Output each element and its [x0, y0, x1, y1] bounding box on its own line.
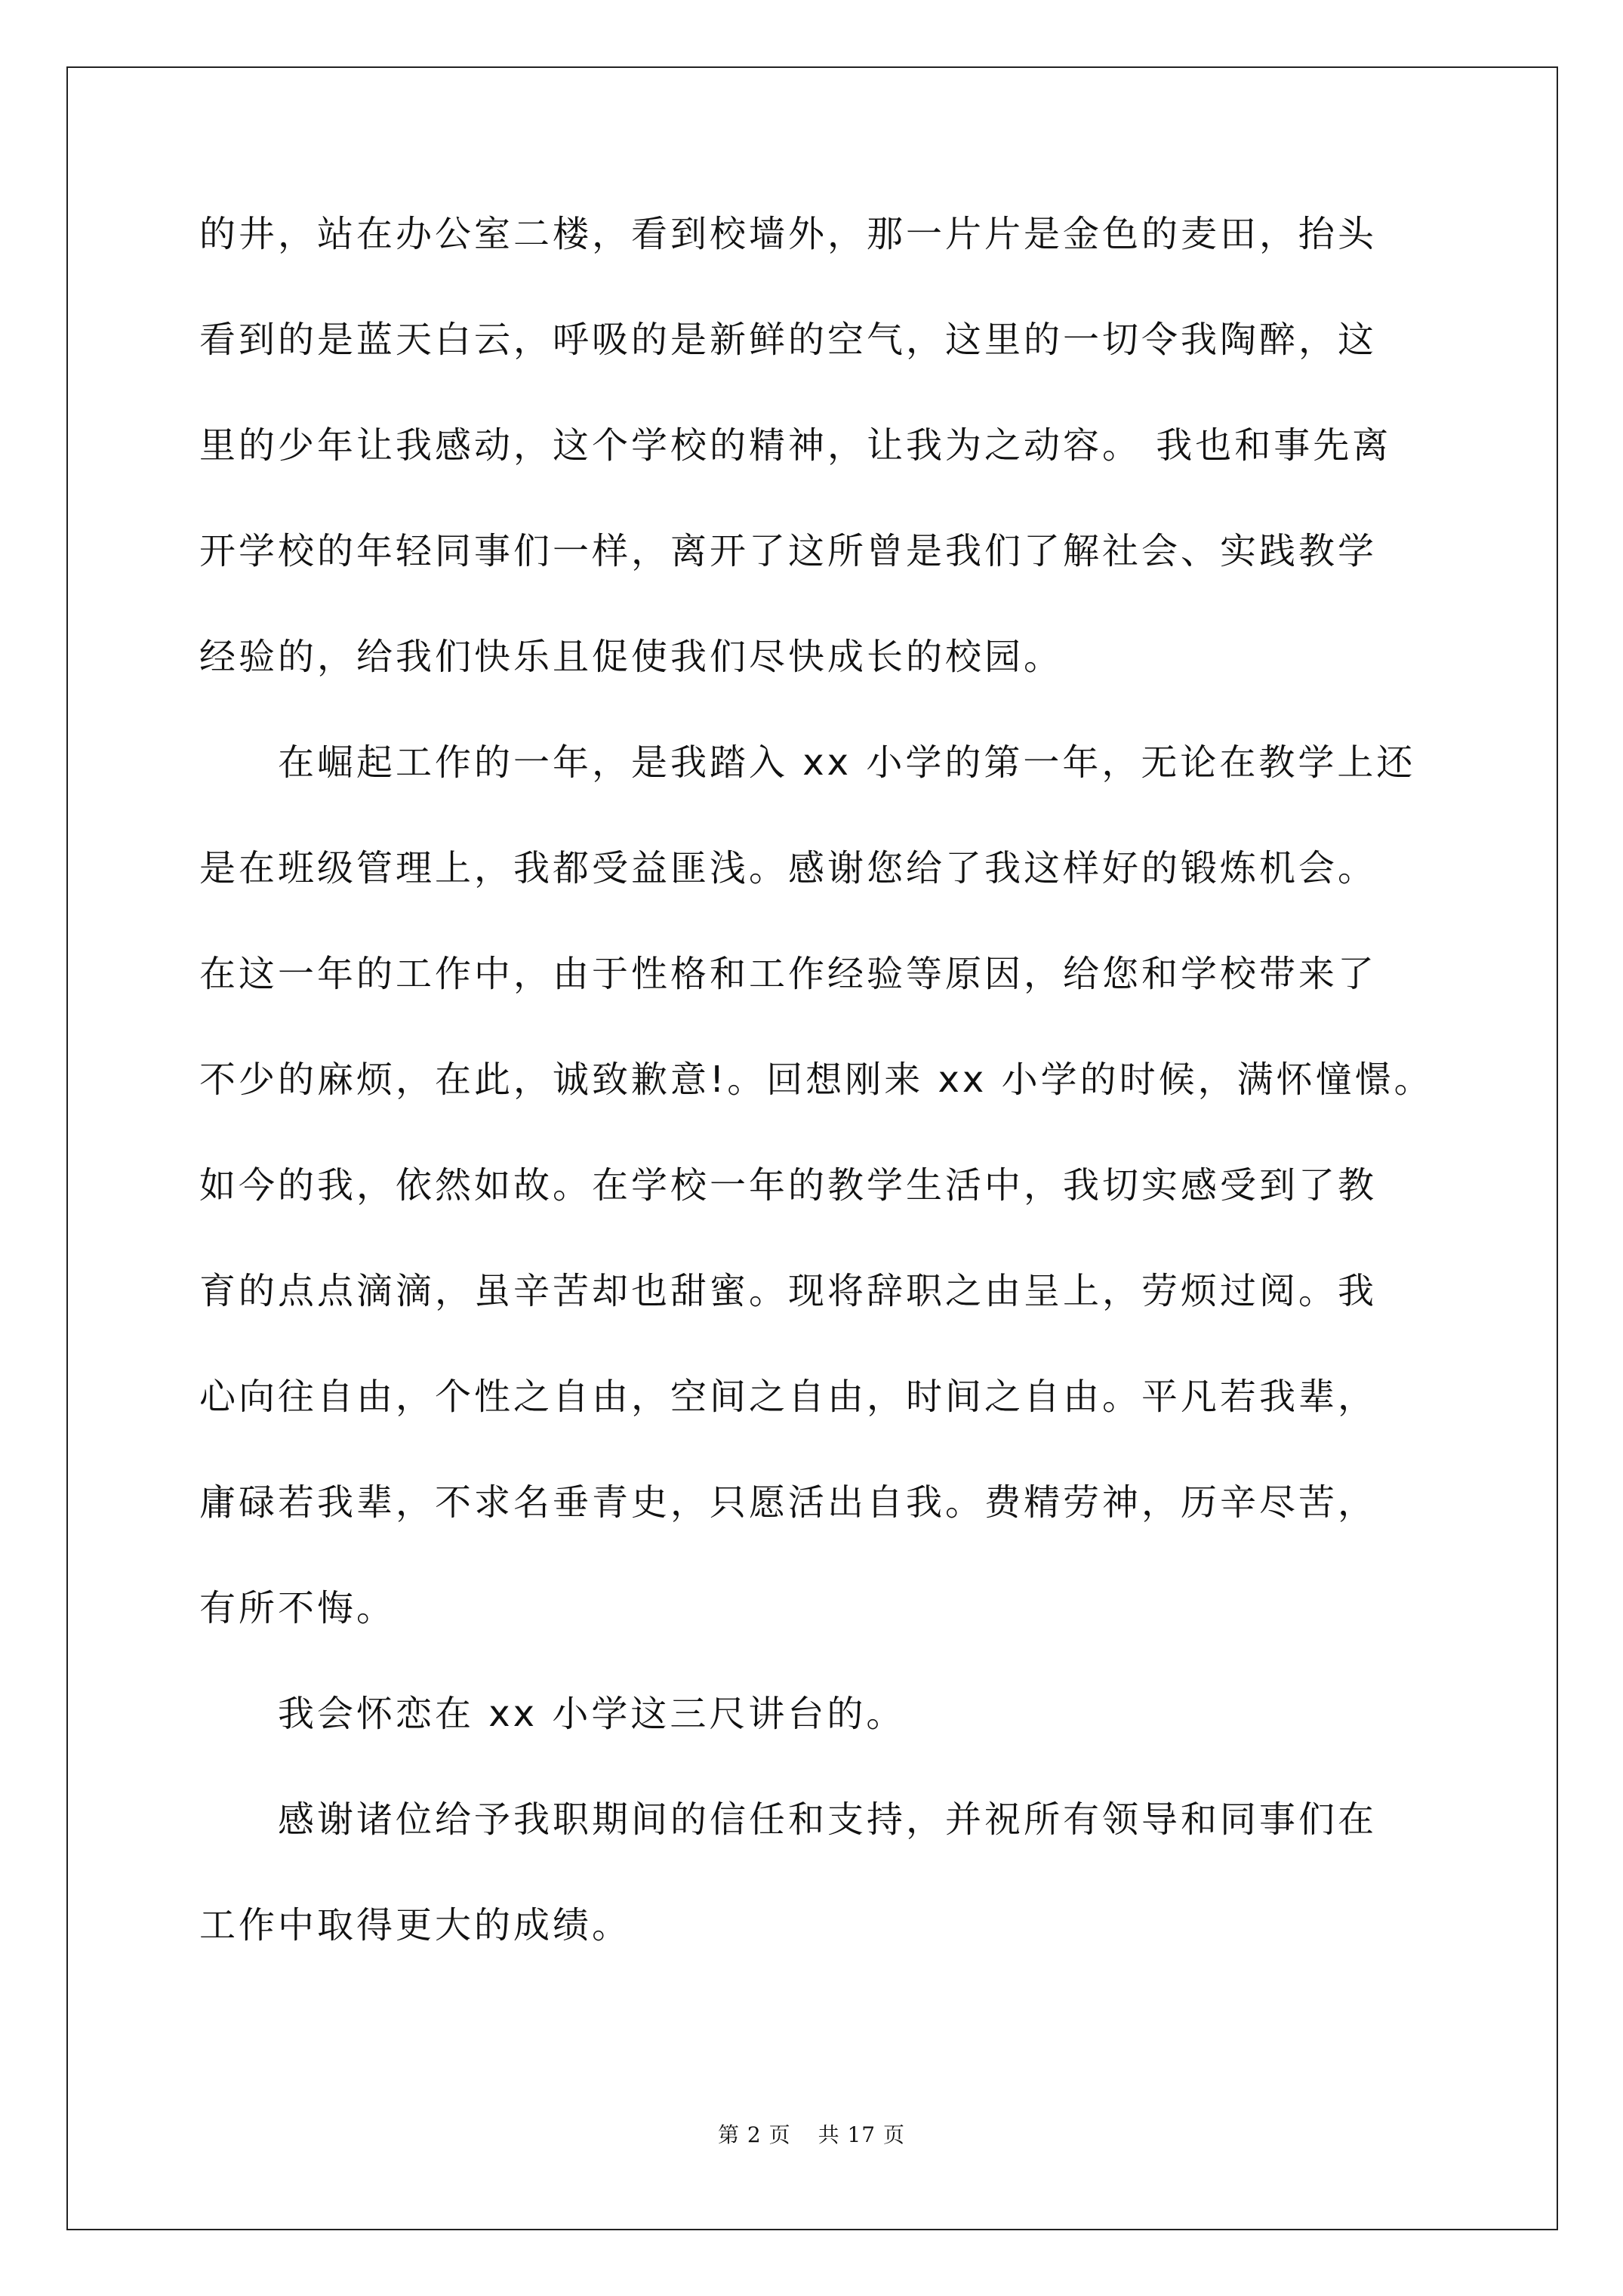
text-line: 庸碌若我辈，不求名垂青史，只愿活出自我。费精劳神，历辛尽苦，: [199, 1481, 1378, 1524]
page-number: 第 2 页: [717, 2122, 791, 2147]
text-line: 在崛起工作的一年，是我踏入 xx 小学的第一年，无论在教学上还: [199, 741, 1416, 784]
document-body: [199, 211, 1452, 2008]
text-line: 心向往自由，个性之自由，空间之自由，时间之自由。平凡若我辈，: [199, 1376, 1378, 1418]
text-line: 是在班级管理上，我都受益匪浅。感谢您给了我这样好的锻炼机会。: [199, 847, 1378, 889]
text-line: 在这一年的工作中，由于性格和工作经验等原因，给您和学校带来了: [199, 953, 1378, 995]
text-line: 我会怀恋在 xx 小学这三尺讲台的。: [199, 1693, 906, 1735]
text-line: 有所不悔。: [199, 1587, 396, 1629]
text-line: 工作中取得更大的成绩。: [199, 1904, 632, 1946]
text-line: 经验的，给我们快乐且促使我们尽快成长的校园。: [199, 636, 1064, 678]
text-line: 不少的麻烦，在此，诚致歉意!。回想刚来 xx 小学的时候，满怀憧憬。: [199, 1059, 1434, 1101]
text-line: 的井，站在办公室二楼，看到校墙外，那一片片是金色的麦田，抬头: [199, 213, 1378, 255]
page-total: 共 17 页: [818, 2122, 906, 2147]
page-footer: [0, 2119, 1623, 2149]
text-line: 感谢诸位给予我职期间的信任和支持，并祝所有领导和同事们在: [199, 1798, 1378, 1841]
text-line: 开学校的年轻同事们一样，离开了这所曾是我们了解社会、实践教学: [199, 530, 1378, 572]
text-line: 育的点点滴滴，虽辛苦却也甜蜜。现将辞职之由呈上，劳烦过阅。我: [199, 1270, 1378, 1312]
text-line: 如今的我，依然如故。在学校一年的教学生活中，我切实感受到了教: [199, 1164, 1378, 1207]
text-line: 看到的是蓝天白云，呼吸的是新鲜的空气，这里的一切令我陶醉，这: [199, 319, 1378, 361]
text-line: 里的少年让我感动，这个学校的精神，让我为之动容。 我也和事先离: [199, 424, 1392, 467]
